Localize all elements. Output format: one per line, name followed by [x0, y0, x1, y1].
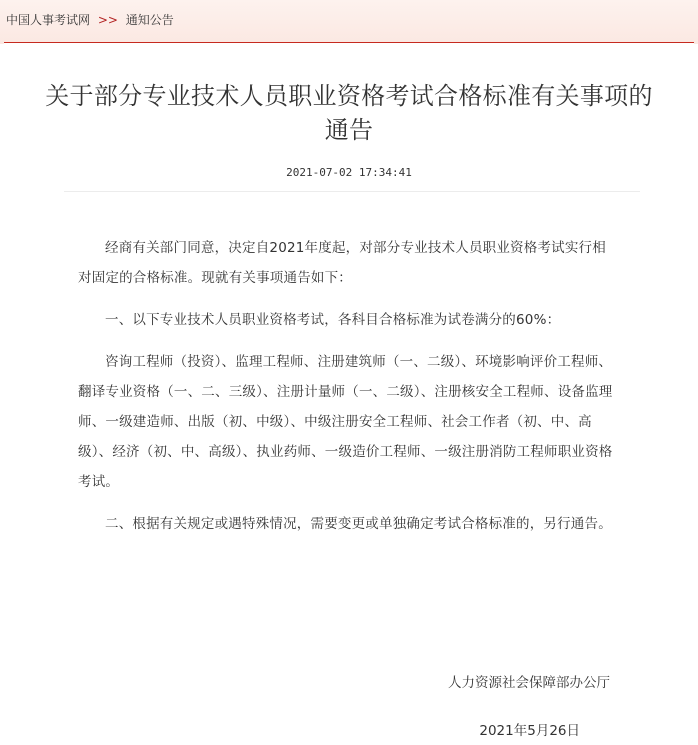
breadcrumb-separator: >>	[97, 13, 118, 27]
paragraph-intro: 经商有关部门同意，决定自2021年度起，对部分专业技术人员职业资格考试实行相对固定的合格标准。现就有关事项通告如下：	[78, 240, 606, 286]
paragraph-item-one: 一、以下专业技术人员职业资格考试，各科目合格标准为试卷满分的60%：	[105, 312, 561, 328]
title-divider	[64, 191, 640, 192]
article-panel	[4, 43, 694, 745]
signed-date: 2021年5月26日	[479, 723, 580, 739]
article-body	[78, 233, 618, 551]
issuer-signature: 人力资源社会保障部办公厅	[448, 675, 610, 691]
breadcrumb-home-link[interactable]: 中国人事考试网	[6, 13, 91, 27]
paragraph-exam-list: 咨询工程师（投资）、监理工程师、注册建筑师（一、二级）、环境影响评价工程师、翻译专业资格（一、二、三级）、注册计量师（一、二级）、注册核安全工程师、设备监理师、一级建造师、出版（初、中级）、中级注册安全工程师、社会工作者（初、中、高级）、经济（初、中、高级）、执业药师、一级造价工程师、一级注册消防工程师职业资格考试。	[78, 354, 613, 490]
publish-time: 2021-07-02 17:34:41	[286, 166, 412, 179]
paragraph-item-two: 二、根据有关规定或遇特殊情况，需要变更或单独确定考试合格标准的，另行通告。	[105, 516, 612, 532]
breadcrumb-section-link[interactable]: 通知公告	[125, 13, 174, 27]
article-title: 关于部分专业技术人员职业资格考试合格标准有关事项的通告	[45, 82, 653, 144]
breadcrumb	[6, 12, 174, 28]
